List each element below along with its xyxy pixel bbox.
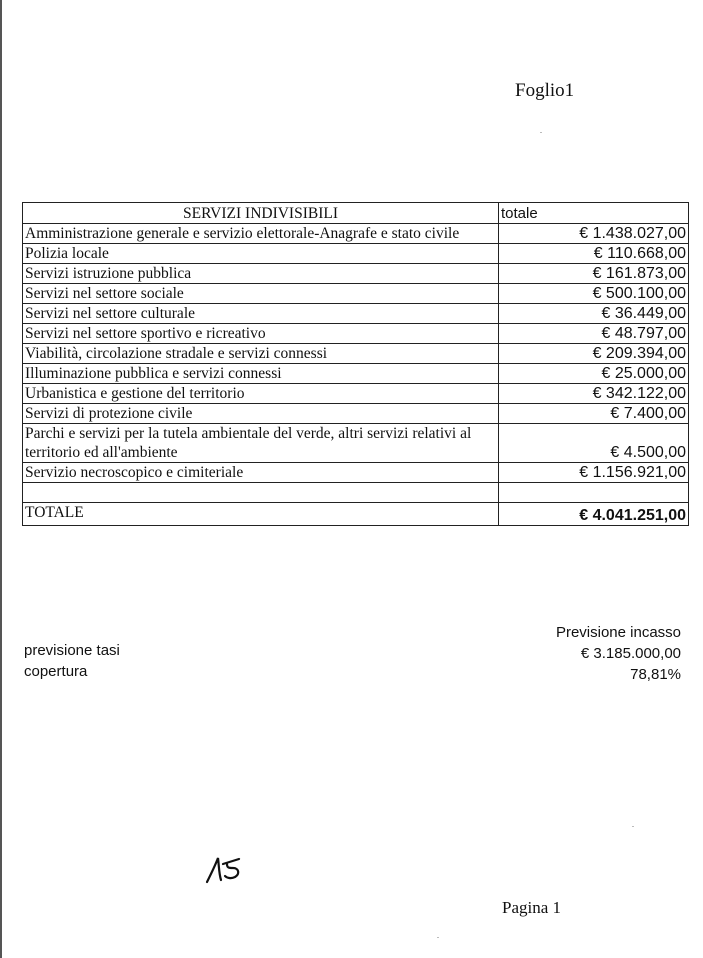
- table-row: [23, 404, 689, 424]
- empty-cell: [23, 483, 499, 503]
- scan-speck: [632, 826, 634, 827]
- row-label: Servizi di protezione civile: [23, 404, 499, 424]
- services-table: [22, 202, 689, 526]
- table-row: [23, 284, 689, 304]
- row-label: Polizia locale: [23, 244, 499, 264]
- table-row: [23, 344, 689, 364]
- table-row: [23, 463, 689, 483]
- total-label: TOTALE: [23, 503, 499, 526]
- header-services: SERVIZI INDIVISIBILI: [23, 203, 499, 224]
- row-value: € 1.438.027,00: [499, 224, 689, 244]
- row-value: € 110.668,00: [499, 244, 689, 264]
- coverage-percent: 78,81%: [630, 666, 681, 683]
- row-label: Viabilità, circolazione stradale e servizi connessi: [23, 344, 499, 364]
- signature-initials-icon: [205, 852, 253, 891]
- table-row: [23, 424, 689, 463]
- row-label: Servizi nel settore culturale: [23, 304, 499, 324]
- row-value: € 36.449,00: [499, 304, 689, 324]
- table-header-row: [23, 203, 689, 224]
- row-value: € 161.873,00: [499, 264, 689, 284]
- coverage-label: copertura: [24, 663, 88, 680]
- row-label: Urbanistica e gestione del territorio: [23, 384, 499, 404]
- total-value: € 4.041.251,00: [499, 503, 689, 526]
- row-value: € 25.000,00: [499, 364, 689, 384]
- tasi-forecast-label: previsione tasi: [24, 642, 120, 659]
- page-number: Pagina 1: [502, 898, 562, 917]
- row-label: Amministrazione generale e servizio elettorale-Anagrafe e stato civile: [23, 224, 499, 244]
- summary-labels: [24, 640, 120, 682]
- table-row: [23, 264, 689, 284]
- scan-speck: [540, 132, 542, 133]
- row-value: € 209.394,00: [499, 344, 689, 364]
- row-label: Servizi nel settore sociale: [23, 284, 499, 304]
- row-value: € 48.797,00: [499, 324, 689, 344]
- row-value: € 500.100,00: [499, 284, 689, 304]
- table-total-row: [23, 503, 689, 526]
- page-left-edge: [0, 0, 2, 958]
- empty-cell: [499, 483, 689, 503]
- row-value: € 1.156.921,00: [499, 463, 689, 483]
- table-row: [23, 324, 689, 344]
- forecast-amount: € 3.185.000,00: [580, 645, 681, 662]
- table-row: [23, 384, 689, 404]
- row-label: Parchi e servizi per la tutela ambientale del verde, altri servizi relativi al territorio ed all'ambiente: [23, 424, 499, 463]
- table-row: [23, 364, 689, 384]
- scan-speck: [437, 937, 439, 938]
- forecast-title: Previsione incasso: [555, 624, 681, 641]
- table-row: [23, 304, 689, 324]
- table-row: [23, 244, 689, 264]
- row-label: Servizi istruzione pubblica: [23, 264, 499, 284]
- table-row-empty: [23, 483, 689, 503]
- row-label: Servizi nel settore sportivo e ricreativo: [23, 324, 499, 344]
- table-row: [23, 224, 689, 244]
- row-value: € 7.400,00: [499, 404, 689, 424]
- row-label: Servizio necroscopico e cimiteriale: [23, 463, 499, 483]
- header-total: totale: [499, 203, 689, 224]
- row-value: € 342.122,00: [499, 384, 689, 404]
- summary-values: [556, 622, 681, 685]
- sheet-title: Foglio1: [515, 80, 575, 101]
- row-value: € 4.500,00: [499, 424, 689, 463]
- row-label: Illuminazione pubblica e servizi connessi: [23, 364, 499, 384]
